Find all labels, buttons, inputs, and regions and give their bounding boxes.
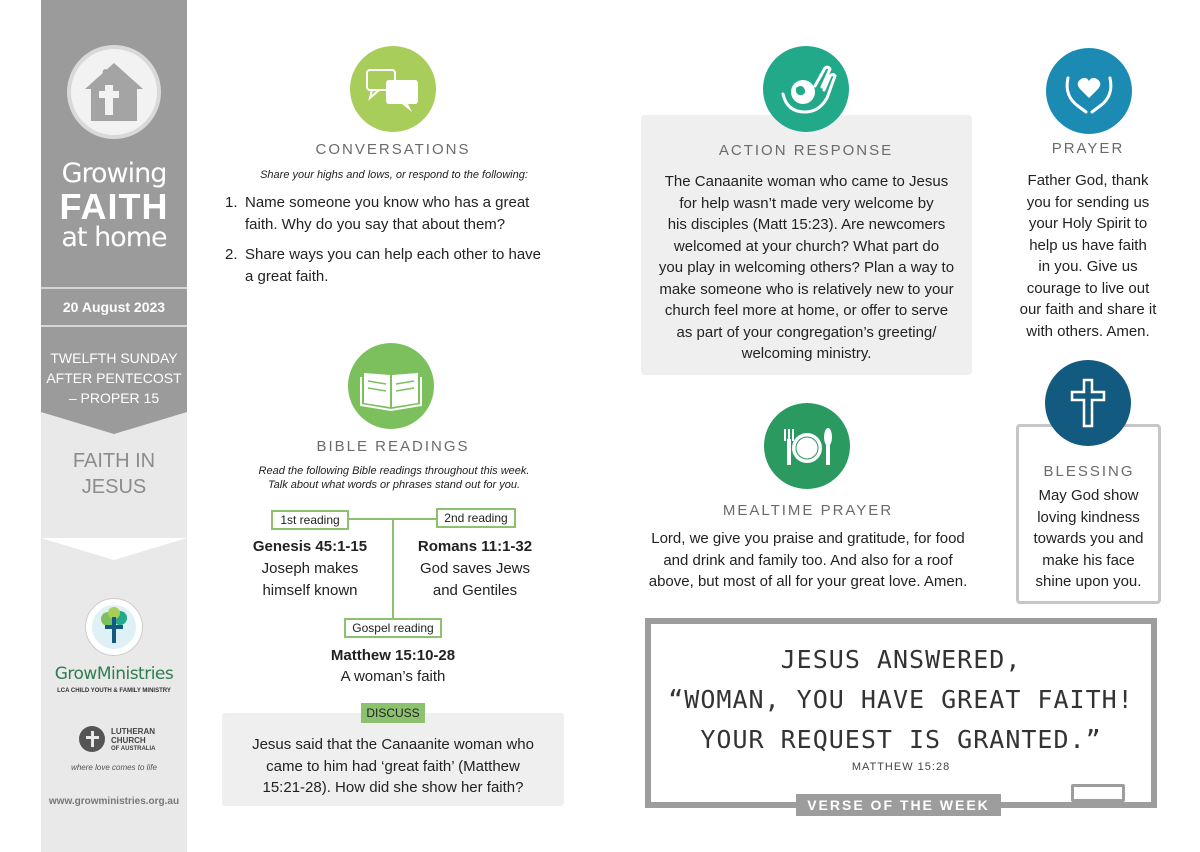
- lca-tagline: where love comes to life: [71, 763, 157, 772]
- body-line: Lord, we give you praise and gratitude, for food: [651, 530, 965, 547]
- prayer-heading: PRAYER: [1051, 140, 1125, 157]
- second-reading-summary: [395, 558, 555, 601]
- discuss-line: Jesus said that the Canaanite woman who: [252, 736, 534, 753]
- mealtime-icon-badge: [764, 403, 850, 489]
- discuss-tag: DISCUSS: [361, 703, 425, 723]
- hands-holding-globe-icon: [763, 46, 849, 132]
- action-icon-badge: [763, 46, 849, 132]
- plate-cutlery-icon: [764, 403, 850, 489]
- mealtime-prayer-heading: MEALTIME PRAYER: [722, 502, 894, 519]
- eraser-icon: [1071, 784, 1125, 802]
- bible-icon-badge: [348, 343, 434, 429]
- list-item: [225, 192, 565, 235]
- speech-bubbles-icon: [350, 46, 436, 132]
- body-line: as part of your congregation’s greeting/: [676, 323, 937, 341]
- summary-line: and Gentiles: [432, 581, 518, 599]
- brand-line-growing: Growing: [61, 158, 167, 189]
- divider: [41, 287, 187, 289]
- body-line: and drink and family too. And also for a roof: [663, 551, 953, 569]
- body-line: May God show: [1038, 487, 1139, 504]
- gospel-reading-summary: A woman’s faith: [340, 668, 446, 685]
- grow-ministries-logo: [85, 598, 143, 656]
- item-line: faith. Why do you say that about them?: [245, 215, 506, 233]
- blessing-heading: BLESSING: [1043, 463, 1135, 480]
- body-line: make someone who is relatively new to your: [659, 280, 954, 298]
- item-line: a great faith.: [245, 267, 329, 285]
- summary-line: himself known: [262, 581, 358, 599]
- item-line: Share ways you can help each other to have: [245, 246, 542, 263]
- discuss-question: [232, 734, 554, 799]
- body-line: our faith and share it: [1019, 301, 1157, 318]
- second-reading-reference: Romans 11:1-32: [417, 538, 533, 555]
- sidebar-banner-point: [41, 412, 187, 434]
- lca-logo-icon: [79, 726, 105, 752]
- cross-icon: [1045, 360, 1131, 446]
- discuss-line: 15:21-28). How did she show her faith?: [262, 779, 524, 796]
- sunday-line: – PROPER 15: [68, 390, 160, 406]
- sunday-line: AFTER PENTECOST: [46, 370, 182, 386]
- tree-cross-icon: [86, 599, 142, 655]
- verse-line: JESUS ANSWERED,: [780, 645, 1022, 674]
- sunday-line: TWELFTH SUNDAY: [50, 350, 178, 366]
- sidebar-footer-notch: [41, 538, 187, 560]
- conversations-heading: CONVERSATIONS: [315, 141, 471, 158]
- body-line: The Canaanite woman who came to Jesus: [664, 173, 949, 190]
- body-line: welcomed at your church? What part do: [673, 237, 940, 255]
- body-line: you for sending us: [1026, 193, 1150, 211]
- body-line: towards you and: [1033, 530, 1144, 547]
- grow-ministries-wordmark: GrowMinistries: [54, 664, 174, 684]
- body-line: his disciples (Matt 15:23). Are newcomers: [667, 216, 946, 233]
- body-line: in you. Give us: [1038, 258, 1138, 275]
- brand-line-at-home: at home: [61, 222, 167, 253]
- body-line: with others. Amen.: [1026, 322, 1150, 340]
- body-line: church feel more at home, or offer to serve: [664, 302, 949, 319]
- lca-line: LUTHERAN: [111, 727, 155, 736]
- liturgical-sunday: [41, 348, 187, 408]
- divider: [41, 325, 187, 327]
- prayer-body: [1008, 170, 1168, 342]
- blessing-icon-badge: [1045, 360, 1131, 446]
- item-number: 2.: [225, 246, 238, 263]
- verse-reference: MATTHEW 15:28: [851, 761, 951, 773]
- conversations-instruction: Share your highs and lows, or respond to the following:: [260, 169, 528, 181]
- list-item: [225, 244, 565, 287]
- action-response-body: [641, 171, 972, 365]
- body-line: you play in welcoming others? Plan a way to: [658, 259, 955, 276]
- body-line: loving kindness: [1037, 508, 1140, 526]
- first-reading-reference: Genesis 45:1-15: [252, 538, 368, 555]
- body-line: make his face: [1042, 551, 1135, 569]
- verse-line: “WOMAN, YOU HAVE GREAT FAITH!: [668, 685, 1134, 714]
- body-line: courage to live out: [1026, 279, 1150, 297]
- body-line: your Holy Spirit to: [1028, 215, 1148, 232]
- bible-readings-instruction: [226, 464, 562, 492]
- summary-line: Joseph makes: [261, 560, 359, 577]
- gospel-reading-label: Gospel reading: [344, 618, 442, 638]
- website-link[interactable]: www.growministries.org.au: [48, 796, 180, 807]
- open-book-icon: [348, 343, 434, 429]
- weekly-theme: [41, 448, 187, 500]
- conversation-questions: [225, 192, 565, 296]
- first-reading-label: 1st reading: [271, 510, 349, 530]
- item-number: 1.: [225, 194, 238, 211]
- brand-line-faith: FAITH: [59, 186, 169, 227]
- theme-line: FAITH IN: [72, 450, 156, 472]
- issue-date: 20 August 2023: [62, 299, 166, 315]
- body-line: help us have faith: [1029, 236, 1147, 254]
- body-line: for help wasn’t made very welcome by: [679, 194, 934, 212]
- conversations-icon-badge: [350, 46, 436, 132]
- growing-faith-logo: [67, 45, 161, 139]
- theme-line: JESUS: [81, 476, 147, 498]
- body-line: welcoming ministry.: [741, 345, 872, 362]
- reading-connector: [392, 518, 394, 620]
- second-reading-label: 2nd reading: [436, 508, 516, 528]
- body-line: shine upon you.: [1035, 573, 1142, 590]
- body-line: Father God, thank: [1027, 172, 1149, 189]
- bible-readings-heading: BIBLE READINGS: [316, 438, 470, 455]
- lca-wordmark: [111, 727, 155, 754]
- gospel-reading-reference: Matthew 15:10-28: [330, 647, 456, 664]
- lca-line: OF AUSTRALIA: [111, 746, 156, 752]
- summary-line: God saves Jews: [419, 560, 531, 577]
- house-icon: [71, 49, 157, 135]
- first-reading-summary: [230, 558, 390, 601]
- verse-of-the-week-label: VERSE OF THE WEEK: [796, 794, 1001, 816]
- lca-line: CHURCH: [111, 736, 146, 745]
- mealtime-prayer-body: [636, 528, 980, 593]
- prayer-icon-badge: [1046, 48, 1132, 134]
- instruction-line: Talk about what words or phrases stand out for you.: [267, 479, 521, 491]
- sidebar: [41, 0, 187, 852]
- discuss-line: came to him had ‘great faith’ (Matthew: [266, 757, 520, 775]
- blessing-body: [1016, 485, 1161, 593]
- action-response-heading: ACTION RESPONSE: [718, 142, 894, 159]
- verse-line: YOUR REQUEST IS GRANTED.”: [700, 725, 1102, 754]
- body-line: above, but most of all for your great love. Amen.: [648, 573, 968, 590]
- item-line: Name someone you know who has a great: [245, 194, 530, 211]
- grow-ministries-subtitle: LCA CHILD YOUTH & FAMILY MINISTRY: [57, 688, 171, 694]
- hands-heart-icon: [1046, 48, 1132, 134]
- instruction-line: Read the following Bible readings throughout this week.: [258, 465, 530, 477]
